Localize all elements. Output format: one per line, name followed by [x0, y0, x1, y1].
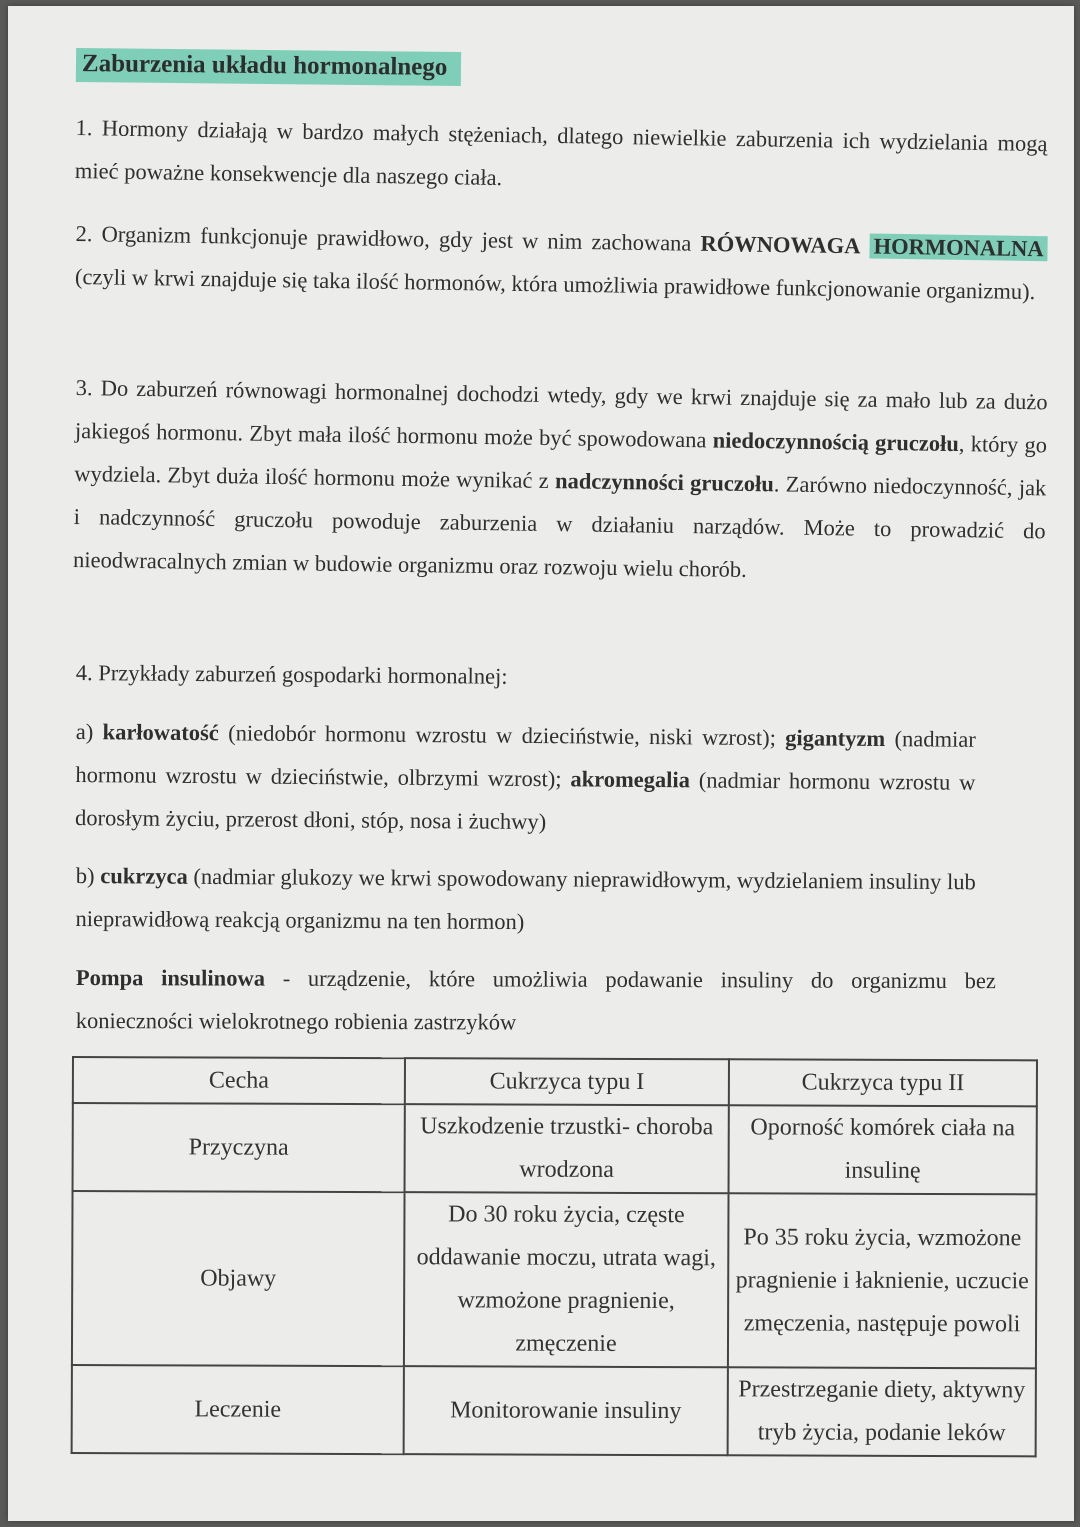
table-row	[72, 1191, 1037, 1368]
insulin-pump-definition	[76, 956, 996, 1045]
table-cell: Monitorowanie insuliny	[404, 1366, 728, 1455]
paragraph-1: 1. Hormony działają w bardzo małych stężeniach, dlatego niewielkie zaburzenia ich wydzielania mogą mieć poważne konsekwencje dla naszego ciała.	[74, 114, 1048, 191]
page-title: Zaburzenia układu hormonalnego	[76, 48, 462, 86]
term-pompa-insulinowa: Pompa insulinowa	[75, 964, 266, 991]
table-cell: Przyczyna	[73, 1103, 405, 1192]
example-a-text-3: (nadmiar hormonu wzrostu w dorosłym życiu, przerost dłoni, stóp, nosa i żuchwy)	[74, 767, 976, 835]
table-row	[72, 1365, 1036, 1456]
table-cell: Do 30 roku życia, częste oddawanie moczu, utrata wagi, wzmożone pragnienie, zmęczenie	[404, 1192, 729, 1367]
term-gigantyzm: gigantyzm	[785, 725, 886, 752]
term-hormonalna: HORMONALNA	[869, 233, 1047, 261]
table-cell: Leczenie	[72, 1365, 404, 1454]
table-cell: Przestrzeganie diety, aktywny tryb życia, podanie leków	[728, 1367, 1036, 1456]
paragraph-2-text-end: (czyli w krwi znajduje się taka ilość hormonów, która umożliwia prawidłowe funkcjonowanie organizmu).	[74, 263, 1036, 305]
table-header-cell: Cukrzyca typu I	[405, 1058, 729, 1105]
example-b-prefix: b)	[75, 862, 95, 889]
paragraph-4: 4. Przykłady zaburzeń gospodarki hormonalnej:	[75, 659, 508, 689]
table-cell: Objawy	[72, 1191, 405, 1366]
example-b	[75, 854, 976, 946]
table-cell: Uszkodzenie trzustki- choroba wrodzona	[405, 1104, 729, 1193]
example-a-text-2: (nadmiar hormonu wzrostu w dzieciństwie, olbrzymi wzrost);	[75, 726, 976, 792]
term-nadczynnosc: nadczynności gruczołu	[554, 468, 775, 497]
term-akromegalia: akromegalia	[570, 766, 691, 793]
example-a	[75, 710, 976, 847]
table-row	[73, 1103, 1037, 1194]
term-niedoczynnosc: niedoczynnością gruczołu	[712, 427, 960, 457]
paragraph-3-text-2: , który go wydziela. Zbyt duża ilość hormonu może wynikać z	[74, 431, 1048, 494]
paragraph-3-text-1: 3. Do zaburzeń równowagi hormonalnej dochodzi wtedy, gdy we krwi znajduje się za mało lub za dużo jakiegoś hormonu. Zbyt mała ilość hormonu może być spowodowana	[74, 374, 1048, 453]
paragraph-3-text-3: . Zarówno niedoczynność, jak i nadczynność gruczołu powoduje zaburzenia w działaniu narządów. Może to prowadzić do nieodwracalnych zmian w budowie organizmu oraz rozwoju wielu chorób.	[72, 471, 1047, 582]
table-header-row	[73, 1057, 1037, 1106]
example-a-text-1: (niedobór hormonu wzrostu w dzieciństwie, niski wzrost);	[228, 720, 777, 751]
diabetes-comparison-table	[71, 1056, 1038, 1457]
table-cell: Oporność komórek ciała na insulinę	[729, 1105, 1037, 1194]
example-a-prefix: a)	[75, 718, 94, 745]
paragraph-2-text-start: 2. Organizm funkcjonuje prawidłowo, gdy jest w nim zachowana	[75, 220, 692, 256]
term-karlowatosc: karłowatość	[102, 719, 219, 746]
document-page	[8, 6, 1074, 1521]
table-header-cell: Cukrzyca typu II	[729, 1059, 1037, 1106]
term-cukrzyca: cukrzyca	[100, 863, 188, 889]
table-cell: Po 35 roku życia, wzmożone pragnienie i łaknienie, uczucie zmęczenia, następuje powoli	[728, 1193, 1037, 1368]
paragraph-3	[73, 366, 1048, 595]
term-rownowaga: RÓWNOWAGA	[700, 230, 861, 259]
table-header-cell: Cecha	[73, 1057, 405, 1104]
example-b-text: (nadmiar glukozy we krwi spowodowany nieprawidłowym, wydzielaniem insuliny lub nieprawidłową reakcją organizmu na ten hormon)	[75, 863, 976, 935]
paragraph-2	[75, 212, 1048, 313]
insulin-pump-text: - urządzenie, które umożliwia podawanie insuliny do organizmu bez konieczności wielokrotnego robienia zastrzyków	[75, 965, 996, 1035]
